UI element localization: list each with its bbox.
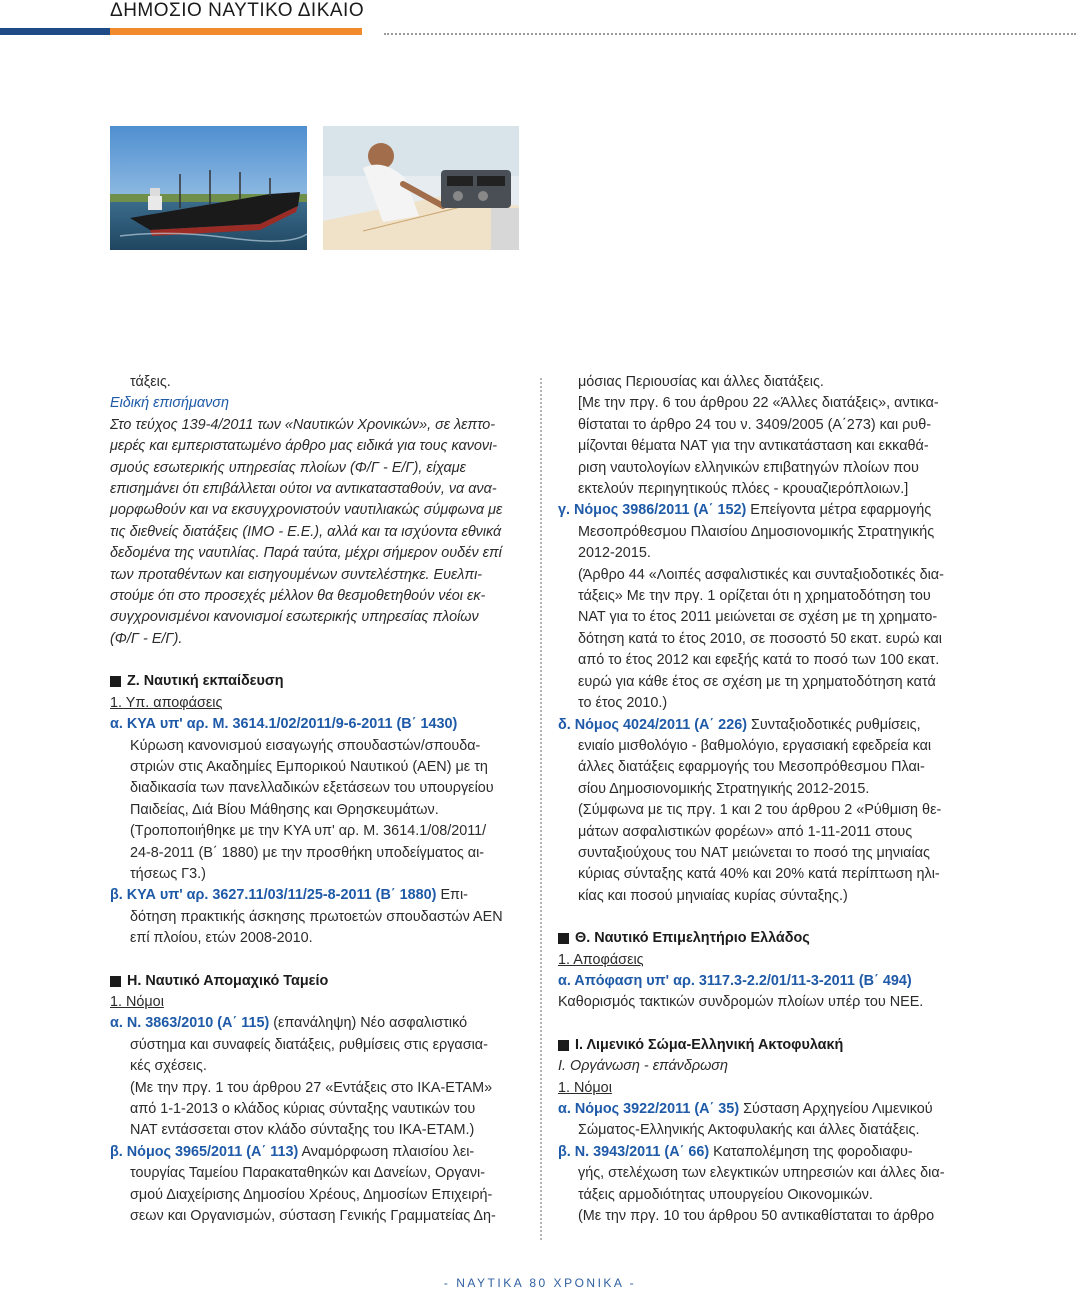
note-line: των προταθέντων και εισηγουμένων συντελέστηκε. Ευελπι- <box>110 566 483 583</box>
item-line: σμού Διαχείρισης Δημοσίου Χρέους, Δημοσίων Επιχειρή- <box>130 1186 493 1203</box>
note-line: μερές και εμπεριστατωμένο άρθρο μας ειδικά για τους κανονι- <box>110 438 498 455</box>
note-line: επισημάνει ότι επιβάλλεται ούτοι να αντικατασταθούν, να ανα- <box>110 481 497 498</box>
item-body <box>110 1035 522 1142</box>
item-rest: Καταπολέμηση της φοροδιαφυ- <box>709 1143 913 1160</box>
item-lead: γ. Νόμος 3986/2011 (Α΄ 152) <box>558 502 747 519</box>
item-body <box>558 1163 972 1227</box>
item-line: ΝΑΤ για το έτος 2011 μειώνεται σε σχέση με τη χρηματο- <box>578 609 938 626</box>
item-line: τουργίας Ταμείου Παρακαταθηκών και Δανείων, Οργανι- <box>130 1165 486 1182</box>
item-rest: Επείγοντα μέτρα εφαρμογής <box>746 502 932 519</box>
item-first-line <box>558 715 972 736</box>
item-line: (Άρθρο 44 «Λοιπές ασφαλιστικές και συνταξιοδοτικές δια- <box>578 566 944 583</box>
item-line: τάξεις» Με την πργ. 1 ορίζεται ότι η χρηματοδότηση του <box>578 588 931 605</box>
item-first-line <box>558 1142 972 1163</box>
item-line: ριση ναυτολογίων ελληνικών επιβατηγών πλοίων που <box>578 459 919 476</box>
item-line: από το έτος 2012 και εφεξής κατά το ποσό των 100 εκατ. <box>578 652 940 669</box>
subsection-label: 1. Νόμοι <box>110 993 164 1010</box>
section-heading-h <box>110 971 522 992</box>
note-line: συγχρονισμένοι κανονισμοί εσωτερικής υπηρεσίας πλοίων <box>110 609 479 626</box>
note-line: (Φ/Γ - Ε/Γ). <box>110 630 183 647</box>
item-line: μίζονται θέματα ΝΑΤ για την αντικατάσταση και εκκαθά- <box>578 438 929 455</box>
item-line: σεων και Οργανισμών, σύσταση Γενικής Γραμματείας Δη- <box>130 1208 496 1225</box>
item-line: άλλες διατάξεις εφαρμογής του Μεσοπρόθεσμου Πλαι- <box>578 759 925 776</box>
item-line: κύριας σύνταξης κατά 40% και 20% κατά περίπτωση ηλι- <box>578 866 940 883</box>
item-body <box>110 1163 522 1227</box>
item-line: τάξεις αρμοδιότητας υπουργείου Οικονομικών. <box>578 1186 873 1203</box>
note-line: δεδομένα της ναυτιλίας. Παρά ταύτα, μέχρι σήμερον ουδέν επί <box>110 545 502 562</box>
section-title: Ι. Λιμενικό Σώμα-Ελληνική Ακτοφυλακή <box>575 1036 844 1053</box>
note-line: Στο τεύχος 139-4/2011 των «Ναυτικών Χρονικών», σε λεπτο- <box>110 416 496 433</box>
item-line: ενιαίο μισθολόγιο - βαθμολόγιο, εργασιακή εφεδρεία και <box>578 737 932 754</box>
item-body <box>558 522 972 715</box>
header-dotted-rule <box>384 33 1076 35</box>
item-line: επί πλοίου, ετών 2008-2010. <box>130 930 313 947</box>
item-lead: δ. Νόμος 4024/2011 (Α΄ 226) <box>558 716 747 733</box>
item-line: συνταξιούχους του ΝΑΤ μειώνεται το ποσό της μηνιαίας <box>578 844 930 861</box>
item-lead: β. ΚΥΑ υπ' αρ. 3627.11/03/11/25-8-2011 (Β΄ 1880) <box>110 887 437 904</box>
item-line: 24-8-2011 (Β΄ 1880) με την προσθήκη υποδείγματος αι- <box>130 844 485 861</box>
item-line: [Με την πργ. 6 του άρθρου 22 «Άλλες διατάξεις», αντικα- <box>578 395 939 412</box>
section-heading-z <box>110 671 522 692</box>
item-line: εκτελούν περιηγητικούς πλόες - κρουαζιερόπλοιων.] <box>578 481 909 498</box>
item-body <box>110 736 522 886</box>
item-line: (Τροποποιήθηκε με την ΚΥΑ υπ' αρ. Μ. 3614.1/08/2011/ <box>130 823 487 840</box>
item-lead: β. Ν. 3943/2011 (Α΄ 66) <box>558 1143 710 1160</box>
item-line: κίας και ποσού μηνιαίας κυρίας σύνταξης.) <box>578 887 848 904</box>
item-lead: β. Νόμος 3965/2011 (Α΄ 113) <box>110 1143 299 1160</box>
right-column <box>558 372 972 1227</box>
section-heading-i <box>558 1035 972 1056</box>
section-title: Ζ. Ναυτική εκπαίδευση <box>127 673 284 690</box>
item-rest: Αναμόρφωση πλαισίου λει- <box>298 1143 475 1160</box>
item-line: το έτος 2010.) <box>578 695 668 712</box>
item-line: γής, στελέχωση των ελεγκτικών υπηρεσιών και άλλες δια- <box>578 1165 945 1182</box>
column-divider <box>540 378 542 1240</box>
item-lead: α. Απόφαση υπ' αρ. 3117.3-2.2/01/11-3-2011 (Β΄ 494) <box>558 972 912 989</box>
item-line: ΝΑΤ εντάσσεται στον κλάδο σύνταξης του ΙΚΑ-ΕΤΑΜ.) <box>130 1122 475 1139</box>
item-line: 2012-2015. <box>578 545 651 562</box>
item-line: Μεσοπρόθεσμου Πλαισίου Δημοσιονομικής Στρατηγικής <box>578 523 935 540</box>
left-column <box>110 372 522 1227</box>
item-rest: Σύσταση Αρχηγείου Λιμενικού <box>739 1101 933 1117</box>
section-title: Θ. Ναυτικό Επιμελητήριο Ελλάδος <box>575 930 810 947</box>
item-rest: Επι- <box>436 887 468 904</box>
item-lead: α. Νόμος 3922/2011 (Α΄ 35) <box>558 1101 740 1117</box>
section-bullet-square <box>558 1040 569 1051</box>
item-first-line <box>558 500 972 521</box>
page-footer: - ΝΑΥΤΙΚΑ 80 ΧΡΟΝΙΚΑ - <box>443 1276 637 1290</box>
item-first-line <box>110 885 522 906</box>
note-title: Ειδική επισήμανση <box>110 395 229 412</box>
item-line: Καθορισμός τακτικών συνδρομών πλοίων υπέρ του ΝΕΕ. <box>558 994 924 1011</box>
item-body <box>558 1120 972 1141</box>
item-first-line <box>110 1142 522 1163</box>
item-line: Σώματος-Ελληνικής Ακτοφυλακής και άλλες διατάξεις. <box>578 1122 920 1139</box>
note-line: σμούς εσωτερικής υπηρεσίας πλοίων (Φ/Γ - Ε/Γ), είχαμε <box>110 459 466 476</box>
section-bullet-square <box>110 676 121 687</box>
item-lead: α. Ν. 3863/2010 (Α΄ 115) <box>110 1015 270 1032</box>
item-line: (Σύμφωνα με τις πργ. 1 και 2 του άρθρου 2 «Ρύθμιση θε- <box>578 802 942 819</box>
section-title: Η. Ναυτικό Απομαχικό Ταμείο <box>127 972 329 989</box>
note-line: τις διεθνείς διατάξεις (ΙΜΟ - Ε.Ε.), αλλά και τα ισχύοντα εθνικά <box>110 523 502 540</box>
item-line: στριών στις Ακαδημίες Εμπορικού Ναυτικού (ΑΕΝ) με τη <box>130 758 488 775</box>
section-heading-th <box>558 928 972 949</box>
item-line: κές σχέσεις. <box>130 1058 207 1075</box>
cargo-ship-photo <box>110 126 307 250</box>
item-line: μόσιας Περιουσίας και άλλες διατάξεις. <box>578 374 824 390</box>
item-line: θίσταται το άρθρο 24 του ν. 3409/2005 (Α΄273) και ρυθ- <box>578 416 931 433</box>
subsection-label: 1. Νόμοι <box>558 1079 612 1096</box>
item-line: ευρώ για κάθε έτος σε σχέση με τη χρηματοδότηση κατά <box>578 673 936 690</box>
item-line: από 1-1-2013 ο κλάδος κύριας σύνταξης ναυτικών του <box>130 1101 476 1117</box>
navigator-at-chart-table-photo <box>323 126 519 250</box>
item-lead: α. ΚΥΑ υπ' αρ. Μ. 3614.1/02/2011/9-6-2011 (Β΄ 1430) <box>110 716 458 733</box>
note-line: μορφωθούν και να εκσυγχρονιστούν ναυτιλιακώς σύμφωνα με <box>110 502 503 519</box>
item-first-line <box>110 1013 522 1034</box>
subsection-label: 1. Υπ. αποφάσεις <box>110 694 223 711</box>
item-line: σύστημα και συναφείς διατάξεις, ρυθμίσεις στις εργασια- <box>130 1036 488 1053</box>
item-line: (Με την πργ. 1 του άρθρου 27 «Εντάξεις στο ΙΚΑ-ΕΤΑΜ» <box>130 1079 493 1096</box>
item-body <box>558 736 972 907</box>
header-bar-blue <box>0 28 110 35</box>
item-first-line <box>558 1099 972 1120</box>
section-header-title: ΔΗΜΟΣΙΟ ΝΑΥΤΙΚΟ ΔΙΚΑΙΟ <box>110 0 365 21</box>
note-line: στούμε ότι στο προσεχές μέλλον θα θεσμοθετηθούν νέοι εκ- <box>110 588 486 605</box>
item-line: διαδικασία των πανελλαδικών εξετάσεων του υπουργείου <box>130 780 494 797</box>
item-line: δότηση κατά το έτος 2010, σε ποσοστό 50 εκατ. ευρώ και <box>578 630 943 647</box>
item-rest: (επανάληψη) Νέο ασφαλιστικό <box>269 1015 468 1032</box>
item-line: Παιδείας, Διά Βίου Μάθησης και Θρησκευμάτων. <box>130 801 439 818</box>
section-subtitle: Ι. Οργάνωση - επάνδρωση <box>558 1058 728 1075</box>
item-rest: Συνταξιοδοτικές ρυθμίσεις, <box>747 716 921 733</box>
intro-line: τάξεις. <box>130 374 171 390</box>
item-line: μάτων ασφαλιστικών φορέων» από 1-11-2011 στους <box>578 823 913 840</box>
item-line: (Με την πργ. 10 του άρθρου 50 αντικαθίσταται το άρθρο <box>578 1208 935 1225</box>
item-line: σίου Δημοσιονομικής Στρατηγικής 2012-2015. <box>578 780 870 797</box>
item-line: τήσεως Γ3.) <box>130 865 206 882</box>
item-line: δότηση πρακτικής άσκησης πρωτοετών σπουδαστών ΑΕΝ <box>130 908 503 925</box>
section-bullet-square <box>558 933 569 944</box>
header-bar-orange <box>110 28 362 35</box>
continued-text <box>558 372 972 500</box>
item-line: Κύρωση κανονισμού εισαγωγής σπουδαστών/σπουδα- <box>130 737 481 754</box>
subsection-label: 1. Αποφάσεις <box>558 951 644 968</box>
item-body <box>110 907 522 950</box>
section-bullet-square <box>110 976 121 987</box>
note-paragraph <box>110 415 522 650</box>
